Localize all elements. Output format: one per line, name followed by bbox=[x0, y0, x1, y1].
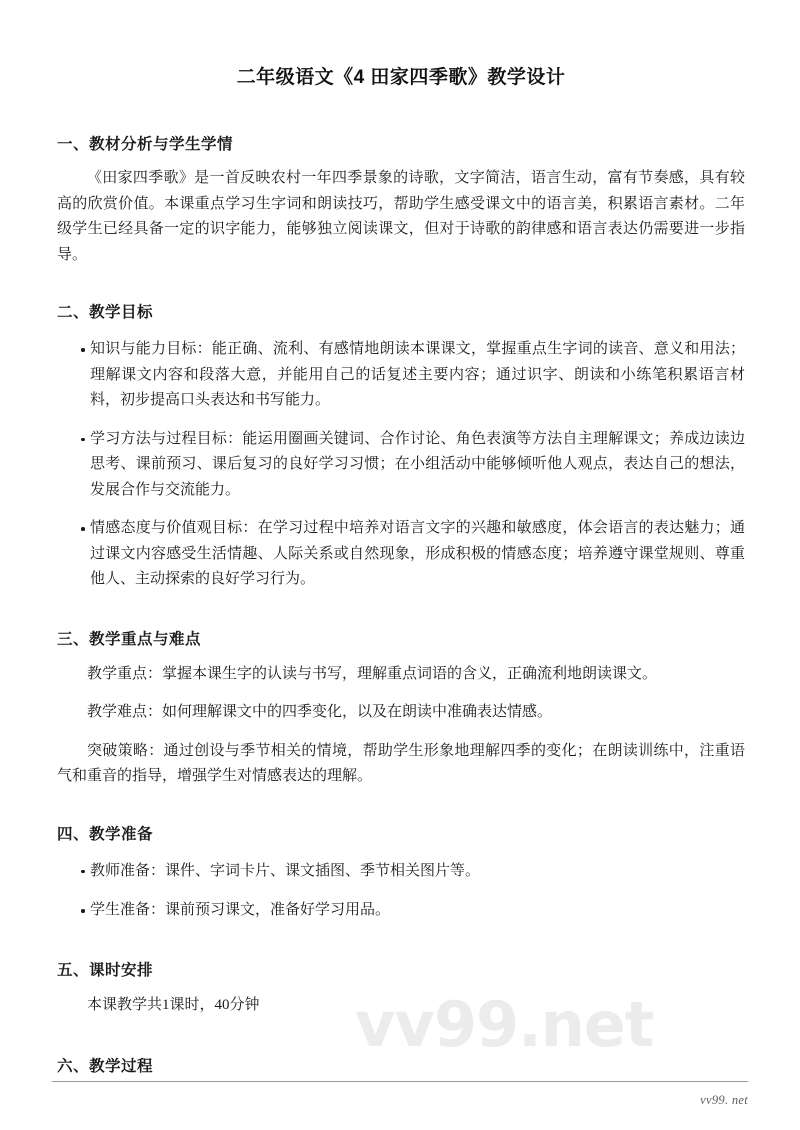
list-item: 学生准备：课前预习课文，准备好学习用品。 bbox=[57, 898, 745, 924]
section-3-paragraph-2: 教学难点：如何理解课文中的四季变化，以及在朗读中准确表达情感。 bbox=[87, 704, 553, 720]
section-heading-2: 二、教学目标 bbox=[57, 304, 154, 321]
footer-divider bbox=[52, 1081, 748, 1082]
section-3-paragraph-1: 教学重点：掌握本课生字的认读与书写，理解重点词语的含义，正确流利地朗读课文。 bbox=[87, 665, 658, 682]
list-item: 教师准备：课件、字词卡片、课文插图、季节相关图片等。 bbox=[57, 859, 745, 885]
section-teaching-preparation bbox=[57, 790, 745, 924]
teaching-preparation-list bbox=[57, 859, 745, 924]
watermark-vv99: vv99.net bbox=[355, 988, 654, 1061]
list-item: 学习方法与过程目标：能运用圈画关键词、合作讨论、角色表演等方法自主理解课文；养成边读边思考、课前预习、课后复习的良好学习习惯；在小组活动中能够倾听他人观点，表达自己的想法，发展合作与交流能力。 bbox=[57, 427, 745, 504]
section-heading-4: 四、教学准备 bbox=[57, 825, 154, 843]
teaching-objectives-list bbox=[57, 337, 745, 593]
section-heading-5: 五、课时安排 bbox=[57, 961, 154, 979]
section-heading-3: 三、教学重点与难点 bbox=[57, 630, 202, 648]
section-class-hours bbox=[57, 924, 745, 1019]
section-1-paragraph-1: 《田家四季歌》是一首反映农村一年四季景象的诗歌，文字简洁，语言生动，富有节奏感，具有较高的欣赏价值。本课重点学习生字词和朗读技巧，帮助学生感受课文中的语言美，积累语言素材。二年级学生已经具备一定的识字能力，能够独立阅读课文，但对于诗歌的韵律感和语言表达仍需要进一步指导。 bbox=[57, 170, 745, 263]
section-heading-6: 六、教学过程 bbox=[57, 1058, 154, 1075]
section-teaching-process bbox=[57, 1018, 745, 1076]
page-title: 二年级语文《4 田家四季歌》教学设计 bbox=[236, 67, 566, 88]
section-key-points-and-difficulties bbox=[57, 593, 745, 790]
footer-site-label: vv99. net bbox=[700, 1093, 748, 1107]
section-heading-1: 一、教材分析与学生学情 bbox=[57, 136, 234, 153]
section-teaching-objectives bbox=[57, 268, 745, 593]
section-teaching-material-analysis bbox=[57, 89, 745, 268]
section-3-paragraph-3: 突破策略：通过创设与季节相关的情境，帮助学生形象地理解四季的变化；在朗读训练中，注重语气和重音的指导，增强学生对情感表达的理解。 bbox=[57, 742, 745, 784]
list-item: 情感态度与价值观目标：在学习过程中培养对语言文字的兴趣和敏感度，体会语言的表达魅力；通过课文内容感受生活情趣、人际关系或自然现象，形成积极的情感态度；培养遵守课堂规则、尊重他人、主动探索的良好学习行为。 bbox=[57, 516, 745, 593]
list-item: 知识与能力目标：能正确、流利、有感情地朗读本课课文，掌握重点生字词的读音、意义和用法；理解课文内容和段落大意，并能用自己的话复述主要内容；通过识字、朗读和小练笔积累语言材料，初步提高口头表达和书写能力。 bbox=[57, 337, 745, 414]
section-5-paragraph-1: 本课教学共1课时，40分钟 bbox=[87, 996, 260, 1013]
